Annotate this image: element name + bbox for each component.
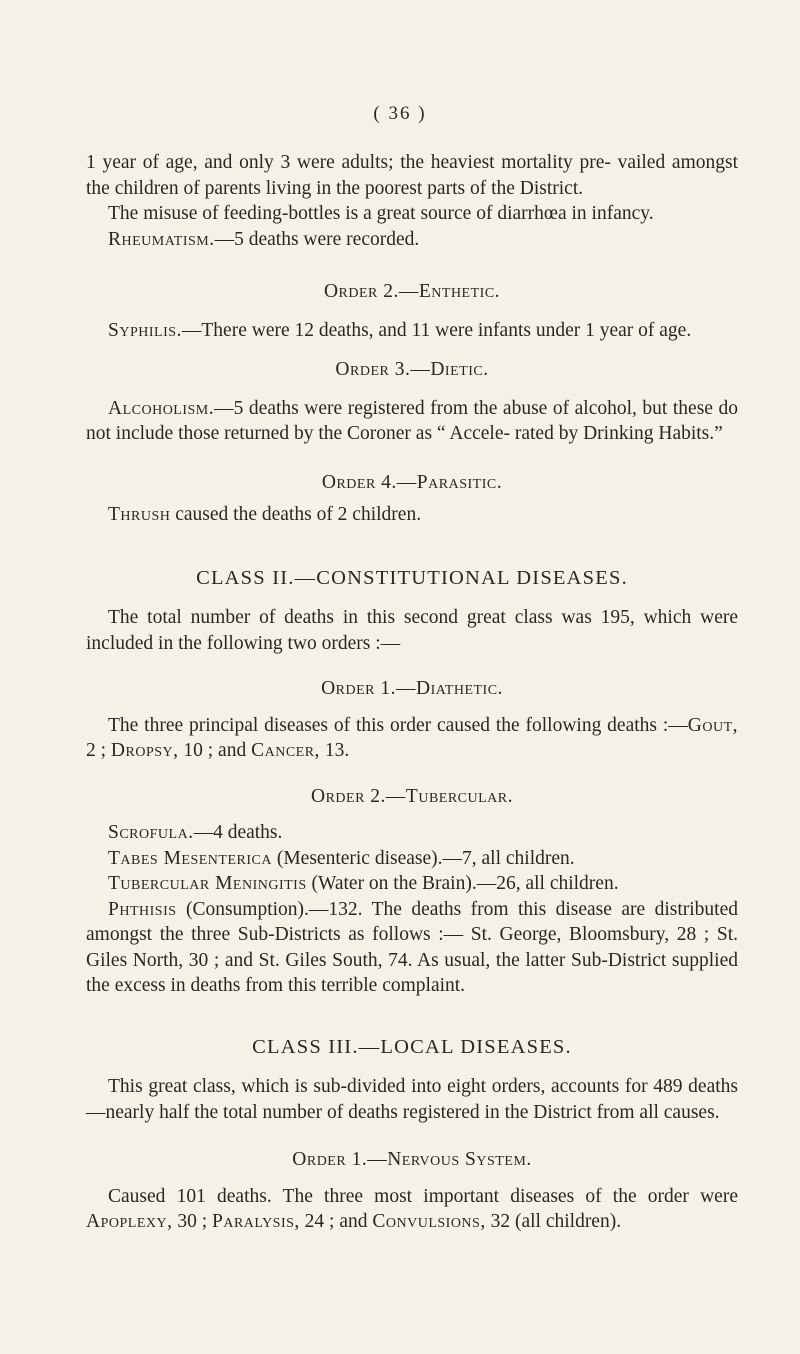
nervous-paragraph <box>86 1184 738 1235</box>
thrush-paragraph <box>86 502 738 528</box>
disease-term: Alcoholism. <box>108 397 215 419</box>
section-heading: Order 3.—Dietic. <box>335 359 489 380</box>
disease-term: Scrofula. <box>108 822 194 843</box>
paragraph-text: 24 ; and <box>299 1211 373 1232</box>
paragraph-text: caused the deaths of 2 children. <box>170 504 422 525</box>
paragraph: 1 year of age, and only 3 were adults; the heaviest mortality pre- vailed amongst the children of parents living in the poorest parts of the District. <box>86 152 738 199</box>
paragraph: The misuse of feeding-bottles is a great source of diarrhœa in infancy. <box>108 203 654 224</box>
meningitis-paragraph <box>86 871 738 897</box>
disease-term: Thrush <box>108 504 171 525</box>
paragraph: The total number of deaths in this second great class was 195, which were included in the following two orders :— <box>86 607 738 654</box>
section-heading: Order 4.—Parasitic. <box>321 471 503 493</box>
paragraph-text: 32 (all children). <box>485 1211 622 1232</box>
disease-term: Syphilis. <box>108 319 182 341</box>
page-number: ( 36 ) <box>373 103 427 124</box>
paragraph-text: 2 ; <box>86 740 111 761</box>
paragraph-text: (Water on the Brain).—26, all children. <box>306 873 619 894</box>
tabes-paragraph <box>86 846 738 872</box>
disease-term: Cancer, <box>251 740 320 761</box>
paragraph-text: 13. <box>319 740 350 761</box>
scrofula-paragraph <box>86 820 738 846</box>
disease-term: Phthisis <box>108 898 177 920</box>
disease-term: Rheumatism. <box>108 228 215 250</box>
section-heading: Order 2.—Enthetic. <box>323 281 501 302</box>
paragraph-text: —5 deaths were registered from the abuse of alcohol, but these do not include those returned by the Coroner as “ Accele- rated by Drinking Habits.” <box>86 397 738 444</box>
body-text <box>86 150 738 1235</box>
paragraph-text: 30 ; <box>172 1211 213 1232</box>
paragraph-text: (Mesenteric disease).—7, all children. <box>271 847 575 869</box>
alcoholism-paragraph <box>86 396 738 447</box>
disease-term: Paralysis, <box>212 1211 300 1232</box>
class-heading: CLASS III.—LOCAL DISEASES. <box>252 1035 572 1058</box>
paragraph-text: (Consumption).—132. The deaths from this disease are distributed amongst the three Sub-Districts as follows :— St. George, Bloomsbury, 28 ; St. Giles North, 30 ; and St. Giles South, 74. As usual, the latter Sub-District supplied the excess in deaths from this terrible complaint. <box>86 898 738 996</box>
paragraph-text: 10 ; and <box>178 740 252 761</box>
section-heading: Order 1.—Diathetic. <box>321 678 503 699</box>
disease-term: Tubercular Meningitis <box>108 873 307 894</box>
section-heading: Order 1.—Nervous System. <box>292 1149 532 1170</box>
paragraph-text: —There were 12 deaths, and 11 were infants under 1 year of age. <box>181 319 692 341</box>
paragraph-text: —5 deaths were recorded. <box>214 228 420 250</box>
syphilis-paragraph <box>86 318 738 344</box>
disease-term: Tabes Mesenterica <box>108 847 272 869</box>
diathetic-paragraph <box>86 713 738 764</box>
rheumatism-paragraph <box>86 227 738 253</box>
disease-term: Gout, <box>687 714 738 736</box>
disease-term: Dropsy, <box>110 740 179 761</box>
paragraph-text: The three principal diseases of this order caused the following deaths :— <box>108 714 688 736</box>
disease-term: Convulsions, <box>372 1211 486 1232</box>
phthisis-paragraph <box>86 897 738 999</box>
disease-term: Apoplexy, <box>86 1211 173 1232</box>
paragraph-text: Caused 101 deaths. The three most important diseases of the order were <box>108 1185 738 1207</box>
section-heading: Order 2.—Tubercular. <box>311 785 513 807</box>
paragraph: This great class, which is sub-divided into eight orders, accounts for 489 deaths—nearly half the total number of deaths registered in the District from all causes. <box>86 1076 738 1123</box>
paragraph-text: —4 deaths. <box>193 822 283 843</box>
class-heading: CLASS II.—CONSTITUTIONAL DISEASES. <box>196 566 628 589</box>
